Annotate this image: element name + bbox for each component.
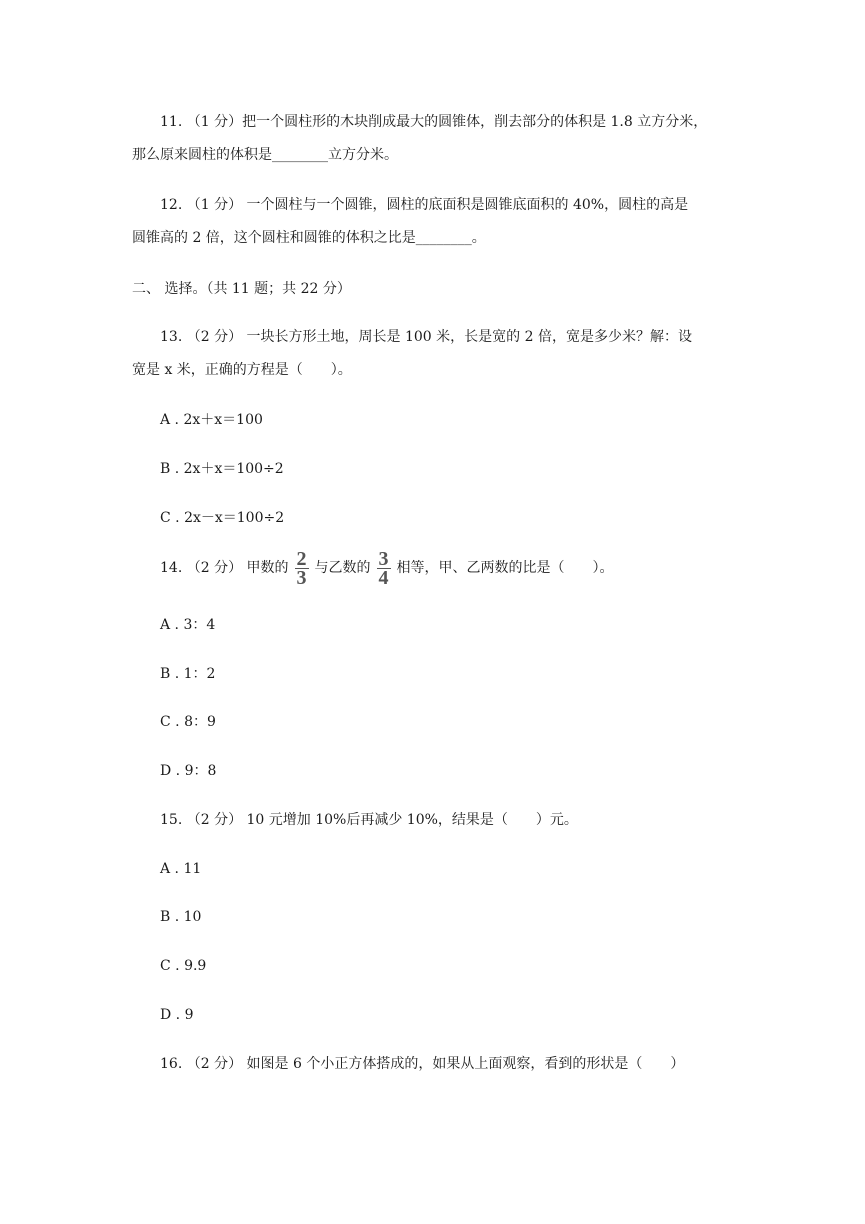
fraction-two-thirds — [295, 547, 309, 589]
q13-line1: 13. （2 分） 一块长方形土地，周长是 100 米，长是宽的 2 倍，宽是多少米？解：设 — [160, 329, 692, 345]
q14-stem — [160, 548, 614, 588]
fraction-numerator: 3 — [378, 547, 389, 570]
q13-option-b[interactable]: B . 2x＋x＝100÷2 — [160, 461, 284, 477]
q14-prefix: 14. （2 分） 甲数的 — [160, 560, 289, 576]
q14-suffix: 相等，甲、乙两数的比是（ ）。 — [396, 560, 614, 576]
q13-option-c[interactable]: C . 2x－x＝100÷2 — [160, 510, 285, 526]
q15-option-c[interactable]: C . 9.9 — [160, 958, 207, 974]
q14-option-b[interactable]: B . 1：2 — [160, 666, 216, 682]
q14-option-d[interactable]: D . 9：8 — [160, 763, 217, 779]
q13-line2: 宽是 x 米，正确的方程是（ ）。 — [132, 362, 352, 378]
q12-line1: 12. （1 分） 一个圆柱与一个圆锥，圆柱的底面积是圆锥底面积的 40%，圆柱的高是 — [160, 197, 689, 213]
q14-option-c[interactable]: C . 8：9 — [160, 714, 216, 730]
q15-option-a[interactable]: A . 11 — [160, 861, 202, 877]
q16-line1: 16. （2 分） 如图是 6 个小正方体搭成的，如果从上面观察，看到的形状是（ ） — [160, 1056, 685, 1072]
fraction-denominator: 3 — [296, 566, 307, 589]
fraction-denominator: 4 — [378, 566, 389, 589]
section-heading: 二、 选择。（共 11 题；共 22 分） — [132, 281, 351, 297]
q14-middle: 与乙数的 — [314, 560, 371, 576]
q13-option-a[interactable]: A . 2x＋x＝100 — [160, 412, 263, 428]
q15-line1: 15. （2 分） 10 元增加 10%后再减少 10%，结果是（ ）元。 — [160, 812, 578, 828]
q11-line1: 11. （1 分）把一个圆柱形的木块削成最大的圆锥体，削去部分的体积是 1.8 立方分米， — [160, 114, 708, 130]
q15-option-b[interactable]: B . 10 — [160, 909, 202, 925]
fraction-three-fourths — [377, 547, 391, 589]
q12-line2: 圆锥高的 2 倍，这个圆柱和圆锥的体积之比是________。 — [132, 230, 486, 246]
fraction-numerator: 2 — [296, 547, 307, 570]
q14-option-a[interactable]: A . 3：4 — [160, 617, 216, 633]
q15-option-d[interactable]: D . 9 — [160, 1007, 194, 1023]
q11-line2: 那么原来圆柱的体积是________立方分米。 — [132, 147, 398, 163]
